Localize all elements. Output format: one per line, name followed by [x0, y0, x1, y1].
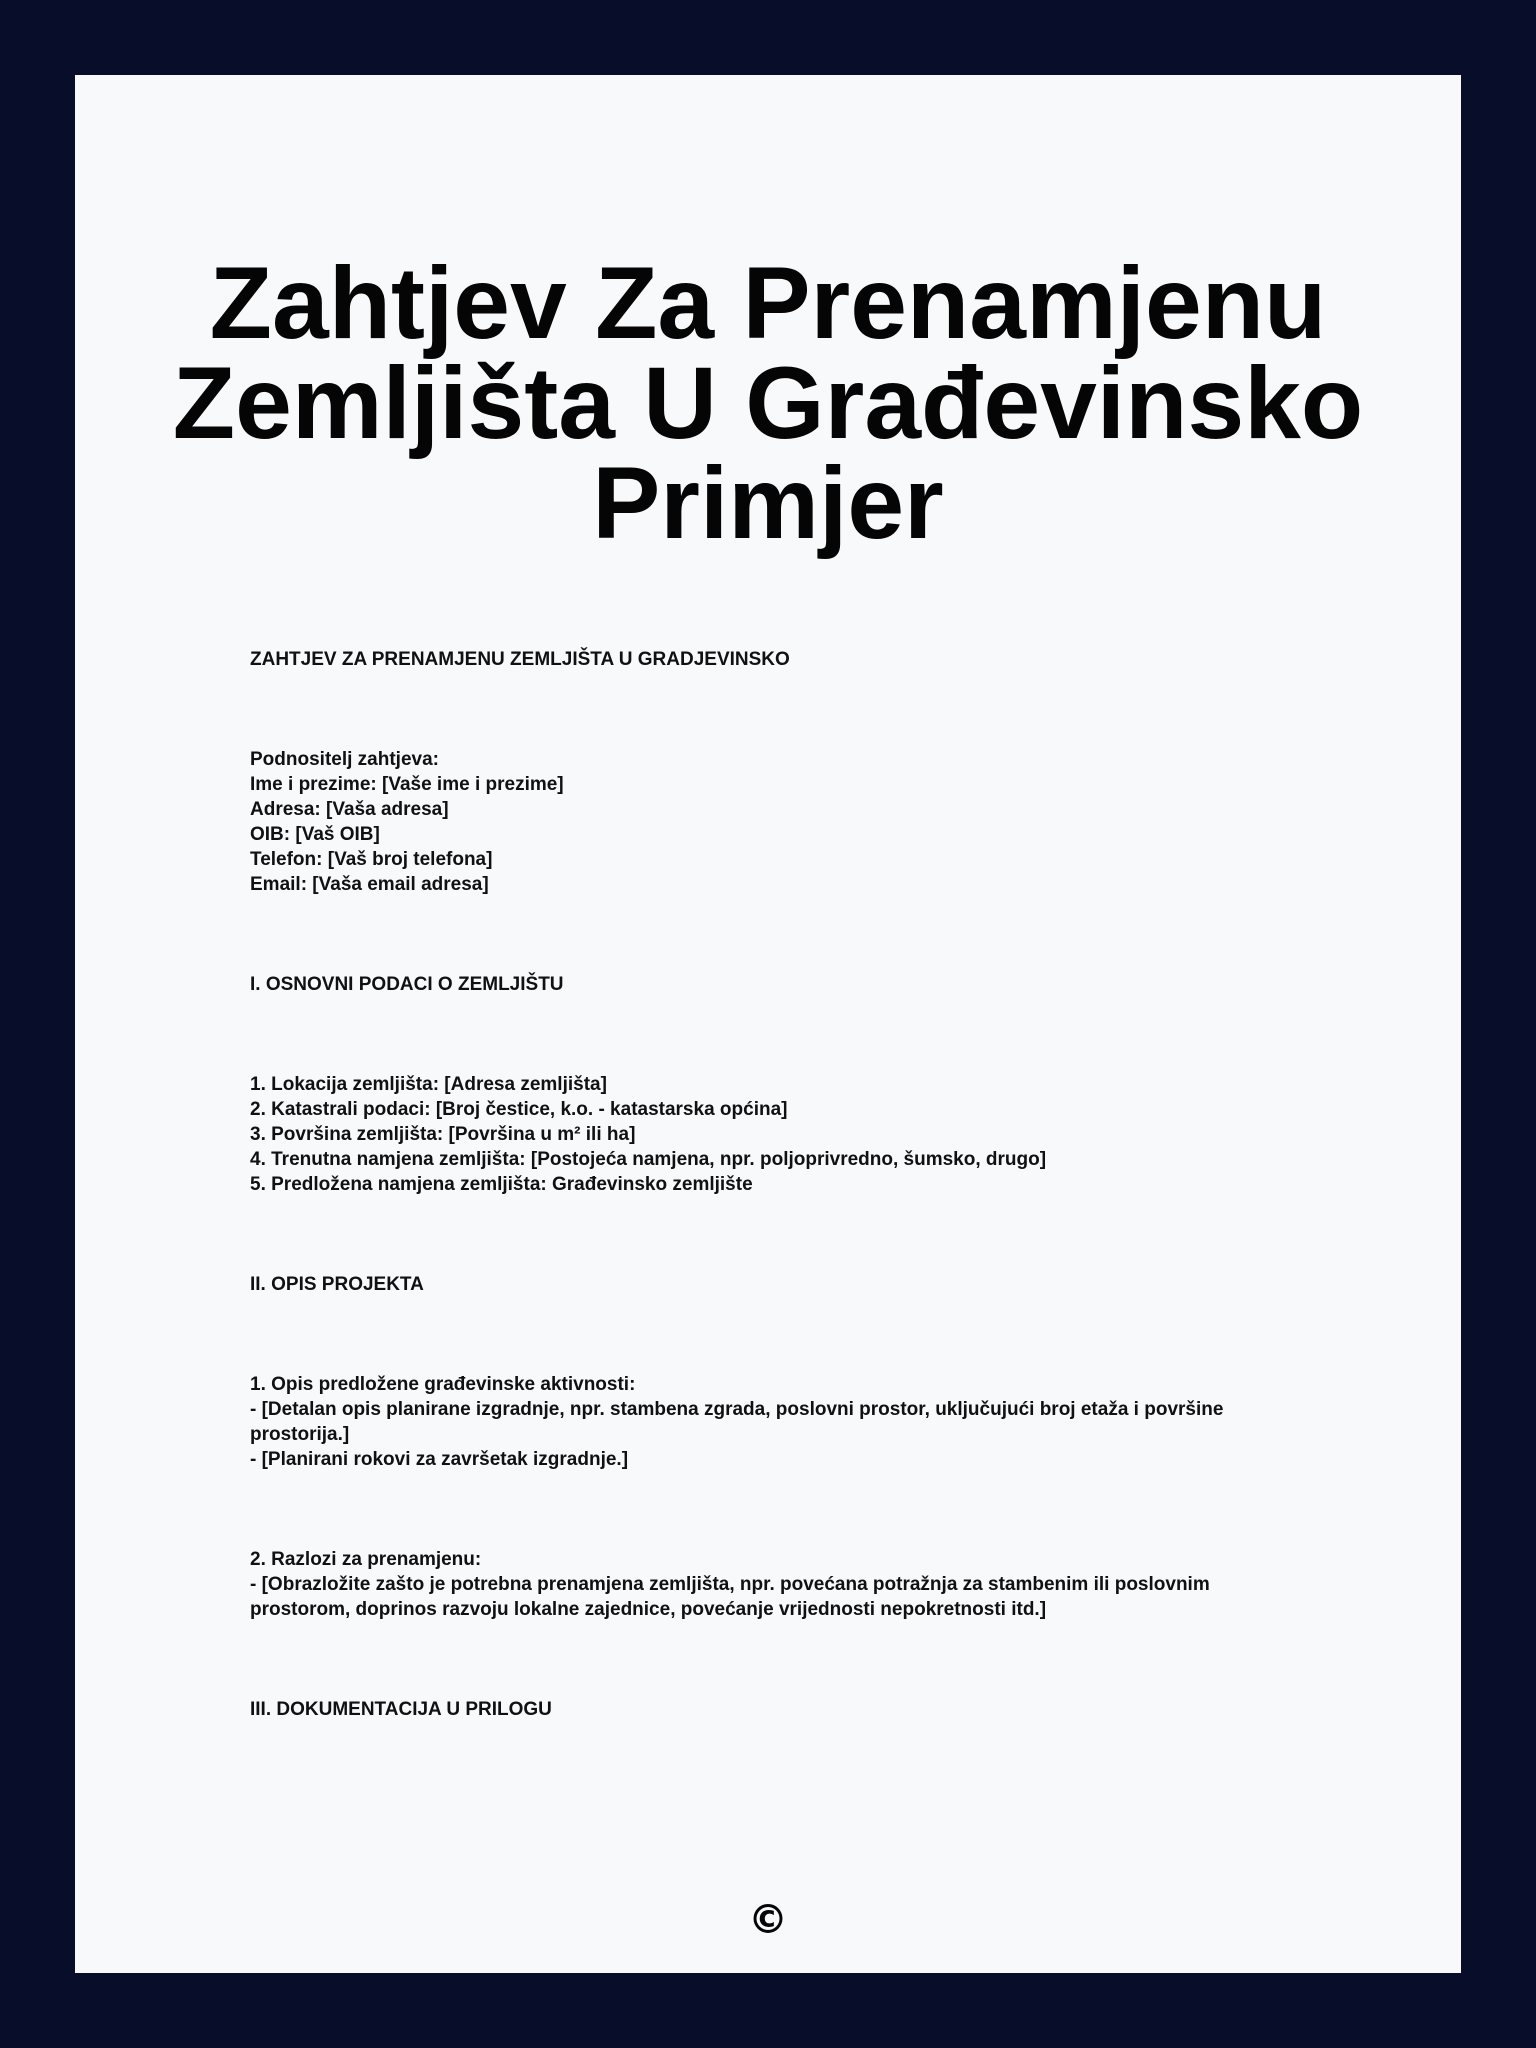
section-3-heading — [250, 1697, 1280, 1722]
document-page — [75, 75, 1461, 1973]
list-item: 3. Površina zemljišta: [Površina u m² ili ha] — [250, 1124, 636, 1145]
heading-text: ZAHTJEV ZA PRENAMJENU ZEMLJIŠTA U GRADJEVINSKO — [250, 649, 790, 670]
section-2-item-1 — [250, 1372, 1280, 1472]
applicant-address-line: Adresa: [Vaša adresa] — [250, 799, 449, 820]
item-line: - [Detalan opis planirane izgradnje, npr. stambena zgrada, poslovni prostor, uključujući broj etaža i površine prostorija.] — [250, 1399, 1224, 1445]
section-1-heading — [250, 972, 1280, 997]
section-heading: II. OPIS PROJEKTA — [250, 1274, 424, 1295]
section-1-list — [250, 1072, 1280, 1197]
applicant-phone-line: Telefon: [Vaš broj telefona] — [250, 849, 493, 870]
item-line: - [Planirani rokovi za završetak izgradnje.] — [250, 1449, 629, 1470]
document-title: Zahtjev Za Prenamjenu Zemljišta U Građevinsko Primjer — [172, 246, 1364, 560]
applicant-email-line: Email: [Vaša email adresa] — [250, 874, 489, 895]
list-item: 2. Katastrali podaci: [Broj čestice, k.o. - katastarska općina] — [250, 1099, 788, 1120]
applicant-block — [250, 747, 1280, 897]
section-2-item-2 — [250, 1547, 1280, 1622]
applicant-oib-line: OIB: [Vaš OIB] — [250, 824, 380, 845]
section-heading: III. DOKUMENTACIJA U PRILOGU — [250, 1699, 552, 1720]
item-label: 2. Razlozi za prenamjenu: — [250, 1549, 482, 1570]
section-2-heading — [250, 1272, 1280, 1297]
section-heading: I. OSNOVNI PODACI O ZEMLJIŠTU — [250, 974, 564, 995]
applicant-label: Podnositelj zahtjeva: — [250, 749, 439, 770]
document-heading — [250, 647, 1280, 672]
copyright-icon: © — [748, 1897, 788, 1943]
item-line: - [Obrazložite zašto je potrebna prenamjena zemljišta, npr. povećana potražnja za stambenim ili poslovnim prostorom, doprinos razvoju lokalne zajednice, povećanje vrijednosti nepokretnosti itd.] — [250, 1574, 1210, 1620]
document-body — [250, 647, 1280, 1797]
list-item: 4. Trenutna namjena zemljišta: [Postojeća namjena, npr. poljoprivredno, šumsko, drugo] — [250, 1149, 1047, 1170]
applicant-name-line: Ime i prezime: [Vaše ime i prezime] — [250, 774, 564, 795]
list-item: 5. Predložena namjena zemljišta: Građevinsko zemljište — [250, 1174, 753, 1195]
list-item: 1. Lokacija zemljišta: [Adresa zemljišta] — [250, 1074, 607, 1095]
item-label: 1. Opis predložene građevinske aktivnosti: — [250, 1374, 636, 1395]
